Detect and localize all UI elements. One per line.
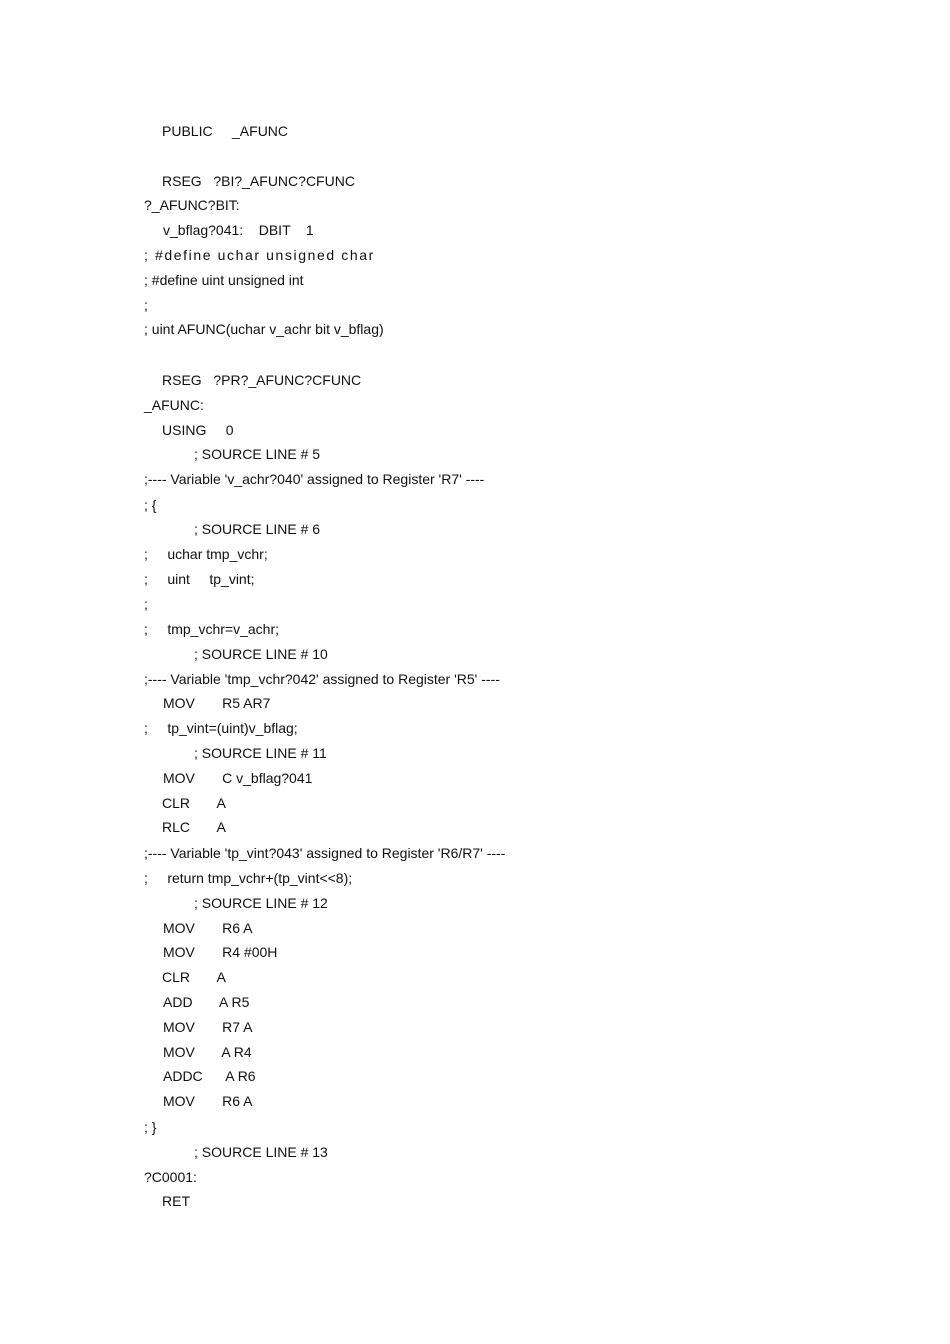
variable-vchr-comment: ;---- Variable 'tmp_vchr?042' assigned to Register 'R5' ---- — [144, 671, 500, 687]
rlc-instruction: RLC A — [162, 819, 226, 835]
brace-open-comment: ; { — [144, 497, 157, 513]
add-instruction: ADD A R5 — [163, 994, 250, 1010]
function-prototype-comment: ; uint AFUNC(uchar v_achr bit v_bflag) — [144, 321, 384, 337]
bit-label: ?_AFUNC?BIT: — [144, 197, 240, 213]
ret-instruction: RET — [162, 1193, 190, 1209]
define-uchar-comment: ; #define uchar unsigned char — [144, 247, 375, 263]
variable-achr-comment: ;---- Variable 'v_achr?040' assigned to Register 'R7' ---- — [144, 471, 485, 487]
source-line-10: ; SOURCE LINE # 10 — [194, 646, 328, 662]
brace-close-comment: ; } — [144, 1119, 157, 1135]
mov-c-instruction: MOV C v_bflag?041 — [163, 770, 313, 786]
rseg-bit-segment: RSEG ?BI?_AFUNC?CFUNC — [162, 173, 355, 189]
mov-r4-instruction: MOV R4 #00H — [163, 944, 278, 960]
mov-r6-instruction-2: MOV R6 A — [163, 1093, 253, 1109]
define-uint-comment: ; #define uint unsigned int — [144, 272, 304, 288]
public-directive: PUBLIC _AFUNC — [162, 123, 289, 139]
afunc-label: _AFUNC: — [144, 397, 204, 413]
using-directive: USING 0 — [162, 422, 234, 438]
source-line-13: ; SOURCE LINE # 13 — [194, 1144, 328, 1160]
empty-comment-2: ; — [144, 596, 148, 612]
variable-vint-comment: ;---- Variable 'tp_vint?043' assigned to Register 'R6/R7' ---- — [144, 845, 506, 861]
decl-uint-comment: ; uint tp_vint; — [144, 571, 255, 587]
empty-comment-1: ; — [144, 297, 148, 313]
c0001-label: ?C0001: — [144, 1169, 197, 1185]
source-line-11: ; SOURCE LINE # 11 — [194, 745, 327, 761]
clr-instruction-2: CLR A — [162, 969, 226, 985]
source-line-12: ; SOURCE LINE # 12 — [194, 895, 328, 911]
decl-uchar-comment: ; uchar tmp_vchr; — [144, 546, 268, 562]
addc-instruction: ADDC A R6 — [163, 1068, 256, 1084]
source-line-6: ; SOURCE LINE # 6 — [194, 521, 321, 537]
assign-vchr-comment: ; tmp_vchr=v_achr; — [144, 621, 279, 637]
mov-r5-instruction: MOV R5 AR7 — [163, 695, 271, 711]
dbit-declaration: v_bflag?041: DBIT 1 — [163, 222, 314, 238]
rseg-pr-segment: RSEG ?PR?_AFUNC?CFUNC — [162, 372, 362, 388]
mov-r7-instruction: MOV R7 A — [163, 1019, 253, 1035]
assign-vint-comment: ; tp_vint=(uint)v_bflag; — [144, 720, 298, 736]
return-comment: ; return tmp_vchr+(tp_vint<<8); — [144, 870, 353, 886]
mov-a-r4-instruction: MOV A R4 — [163, 1044, 252, 1060]
mov-r6-instruction: MOV R6 A — [163, 920, 253, 936]
clr-instruction-1: CLR A — [162, 795, 226, 811]
source-line-5: ; SOURCE LINE # 5 — [194, 446, 321, 462]
